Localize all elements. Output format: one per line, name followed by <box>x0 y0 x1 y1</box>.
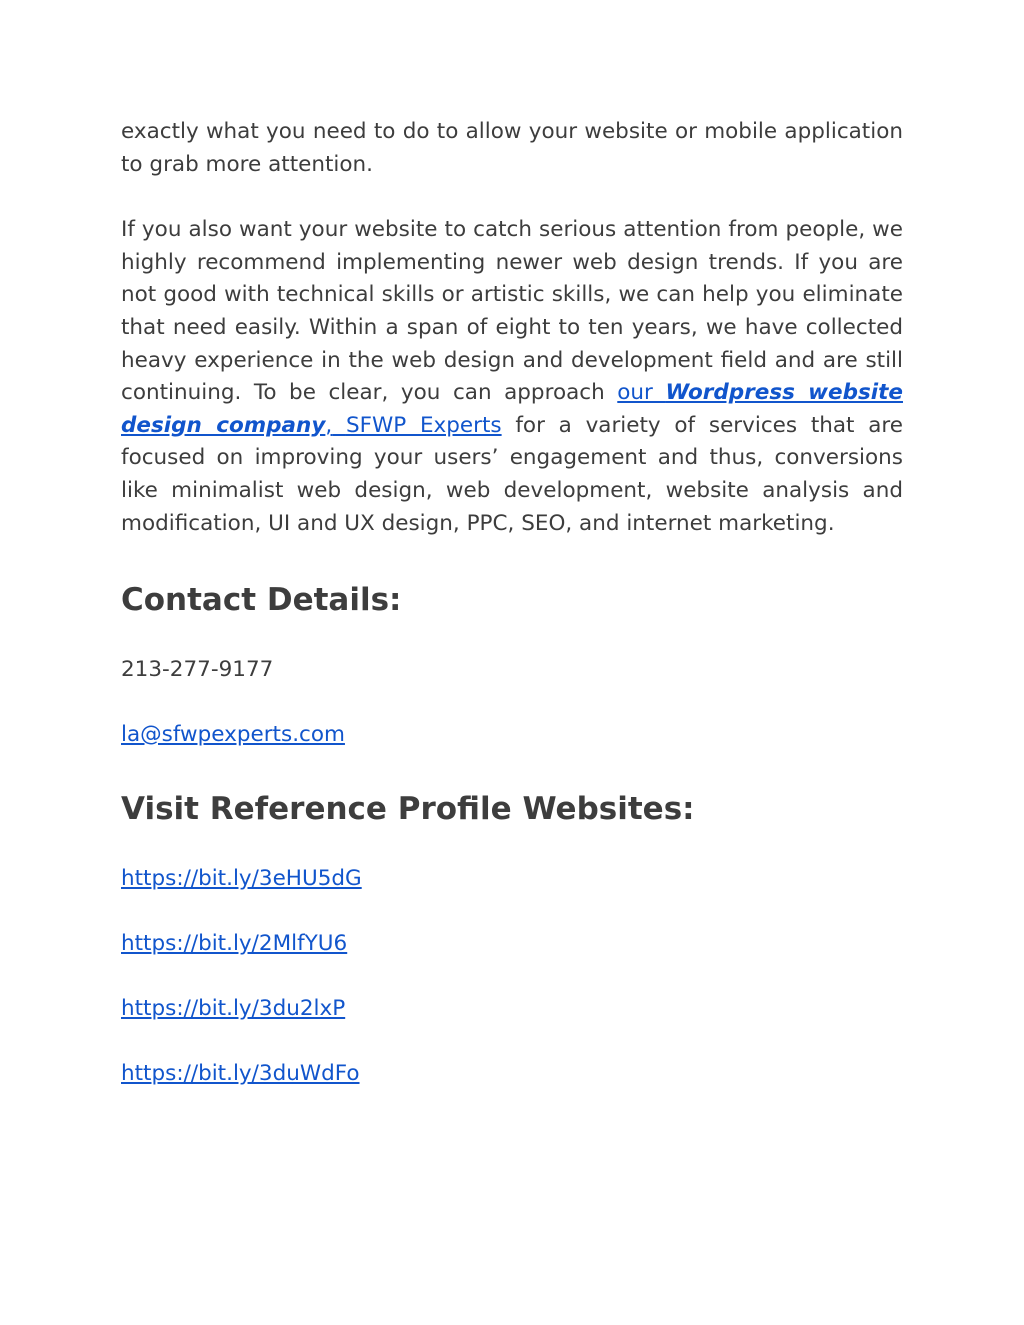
company-link-name: SFWP Experts <box>345 412 502 438</box>
intro-paragraph: exactly what you need to do to allow your website or mobile application to grab more attention. <box>121 119 903 177</box>
contact-email-line <box>121 719 903 751</box>
body-paragraph <box>121 214 903 540</box>
company-link-strong: Wordpress website design company <box>121 380 903 438</box>
references-heading: Visit Reference Profile Websites: <box>121 791 695 828</box>
reference-link-3[interactable]: https://bit.ly/3du2lxP <box>121 996 346 1022</box>
contact-email-link[interactable]: la@sfwpexperts.com <box>121 722 345 748</box>
body-text-after: for a variety of services that are focused on improving your users’ engagement and thus, conversions like minimalist web design, web development, website analysis and modification, UI and UX design, PPC, SEO, and internet marketing. <box>121 412 903 536</box>
reference-link-4[interactable]: https://bit.ly/3duWdFo <box>121 1061 360 1087</box>
contact-heading: Contact Details: <box>121 582 402 619</box>
body-text-before: If you also want your website to catch serious attention from people, we highly recommend implementing newer web design trends. If you are not good with technical skills or artistic skills, we can help you eliminate that need easily. Within a span of eight to ten years, we have collected heavy experience in the web design and development field and are still continuing. To be clear, you can approach <box>121 217 903 406</box>
company-link-prefix: our <box>617 380 666 406</box>
reference-link-line <box>121 928 903 960</box>
document-page <box>121 116 903 1090</box>
reference-link-line <box>121 1058 903 1090</box>
company-link-comma: , <box>325 412 333 438</box>
reference-link-1[interactable]: https://bit.ly/3eHU5dG <box>121 866 362 892</box>
reference-link-2[interactable]: https://bit.ly/2MlfYU6 <box>121 931 348 957</box>
contact-phone: 213-277-9177 <box>121 657 274 683</box>
reference-link-line <box>121 993 903 1025</box>
reference-link-line <box>121 863 903 895</box>
